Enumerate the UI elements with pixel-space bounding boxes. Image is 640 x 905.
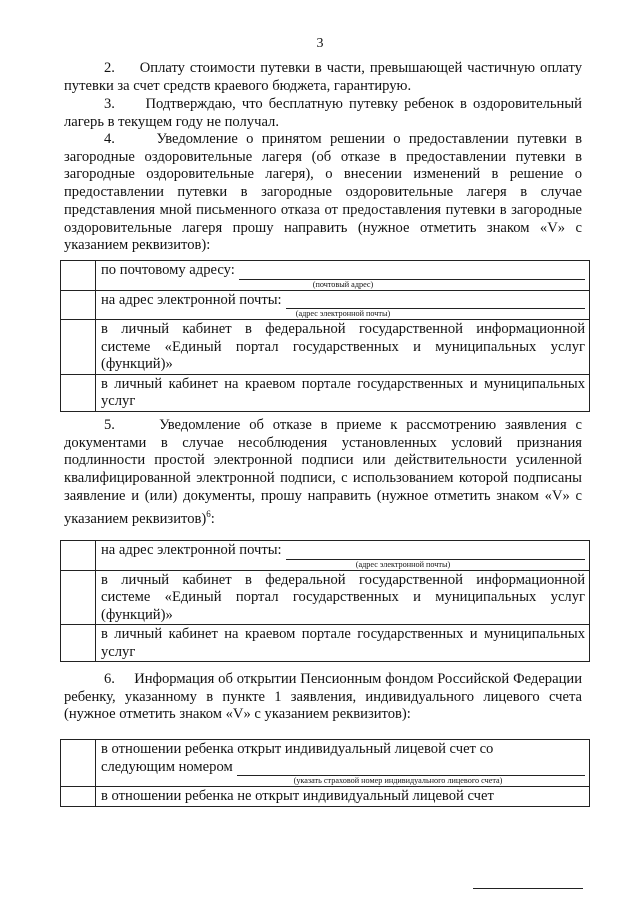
postal-address-field[interactable] <box>239 267 585 280</box>
footnote-mark: 6 <box>206 508 211 519</box>
checkbox-cell-account-opened[interactable] <box>61 740 96 787</box>
account-opened-line-1: в отношении ребенка открыт индивидуальный лицевой счет со <box>101 741 494 757</box>
option-cell-regional-portal <box>96 374 590 411</box>
account-not-opened-label: в отношении ребенка не открыт индивидуальный лицевой счет <box>101 788 494 804</box>
postal-address-label: по почтовому адресу: <box>101 262 235 278</box>
email-field[interactable] <box>286 296 585 309</box>
email-label-2: на адрес электронной почты: <box>101 542 282 558</box>
option-row-postal <box>61 261 590 291</box>
paragraph-5: 5. Уведомление об отказе в приеме к рассмотрению заявления с документами в случае несоблюдения установленных условий признания подлинности простой электронной подписи или действительности усиленной квалифицированной электронной подписи, с использованием которой подписаны заявление и (или) документы, прошу направить (нужное отметить знаком «V» с указанием реквизитов)$^6$: <box>64 417 582 527</box>
page-number: 3 <box>316 36 324 51</box>
option-cell-postal <box>96 261 590 291</box>
bottom-rule <box>473 888 583 889</box>
paragraph-4: 4. Уведомление о принятом решении о предоставлении путевки в загородные оздоровительные лагеря (об отказе в предоставлении путевки в загородные оздоровительные лагеря), о внесении изменений в решение о предоставлении путевки в загородные оздоровительные лагеря в случае представления мной письменного отказа от предоставления путевки в загородные оздоровительные лагеря прошу направить (нужное отметить знаком «V» с указанием реквизитов): <box>64 131 582 254</box>
option-row-account-not-opened <box>61 787 590 807</box>
email-hint-2: (адрес электронной почты) <box>355 559 451 569</box>
checkbox-cell-federal-portal[interactable] <box>61 320 96 375</box>
federal-portal-2-line-3: (функций)» <box>101 606 173 623</box>
option-cell-email-2 <box>96 541 590 571</box>
email-field-2[interactable] <box>286 547 585 560</box>
checkbox-cell-email-2[interactable] <box>61 541 96 571</box>
federal-portal-line-2: системе «Единый портал государственных и муниципальных услуг <box>101 338 585 355</box>
option-row-email-2 <box>61 541 590 571</box>
checkbox-cell-account-not-opened[interactable] <box>61 787 96 807</box>
option-row-regional-portal <box>61 374 590 411</box>
paragraph-2: 2. Оплату стоимости путевки в части, превышающей частичную оплату путевки за счет средств краевого бюджета, гарантирую. <box>64 60 582 94</box>
option-row-federal-portal-2 <box>61 570 590 625</box>
paragraph-3: 3. Подтверждаю, что бесплатную путевку ребенок в оздоровительный лагерь в текущем году не получал. <box>64 96 582 130</box>
federal-portal-2-line-1: в личный кабинет в федеральной государственной информационной <box>101 571 585 588</box>
federal-portal-2-line-2: системе «Единый портал государственных и муниципальных услуг <box>101 589 585 605</box>
regional-portal-line-1: в личный кабинет на краевом портале государственных и муниципальных <box>101 375 585 392</box>
regional-portal-2-line-2: услуг <box>101 643 136 660</box>
checkbox-cell-postal[interactable] <box>61 261 96 291</box>
account-options-table <box>60 739 590 807</box>
option-row-account-opened <box>61 740 590 787</box>
option-cell-federal-portal <box>96 320 590 375</box>
regional-portal-2-line-1: в личный кабинет на краевом портале государственных и муниципальных <box>101 626 585 642</box>
account-number-label: следующим номером <box>101 758 233 775</box>
paragraph-6: 6. Информация об открытии Пенсионным фондом Российской Федерации ребенку, указанному в пункте 1 заявления, индивидуального лицевого счета (нужное отметить знаком «V» с указанием реквизитов): <box>64 671 582 723</box>
delivery-options-table-1 <box>60 260 590 412</box>
option-cell-account-not-opened <box>96 787 590 807</box>
checkbox-cell-regional-portal[interactable] <box>61 374 96 411</box>
email-label: на адрес электронной почты: <box>101 291 282 308</box>
option-cell-federal-portal-2 <box>96 570 590 625</box>
federal-portal-line-1: в личный кабинет в федеральной государственной информационной <box>101 321 585 337</box>
regional-portal-line-2: услуг <box>101 393 136 409</box>
option-cell-account-opened <box>96 740 590 787</box>
account-number-hint: (указать страховой номер индивидуального лицевого счета) <box>293 776 503 785</box>
account-number-field[interactable] <box>237 763 585 776</box>
option-cell-email <box>96 290 590 320</box>
checkbox-cell-email[interactable] <box>61 290 96 320</box>
option-row-regional-portal-2 <box>61 625 590 662</box>
checkbox-cell-federal-portal-2[interactable] <box>61 570 96 625</box>
federal-portal-line-3: (функций)» <box>101 356 173 372</box>
delivery-options-table-2 <box>60 540 590 662</box>
email-hint: (адрес электронной почты) <box>295 309 391 318</box>
postal-address-hint: (почтовый адрес) <box>312 279 374 289</box>
option-cell-regional-portal-2 <box>96 625 590 662</box>
checkbox-cell-regional-portal-2[interactable] <box>61 625 96 662</box>
option-row-federal-portal <box>61 320 590 375</box>
option-row-email <box>61 290 590 320</box>
